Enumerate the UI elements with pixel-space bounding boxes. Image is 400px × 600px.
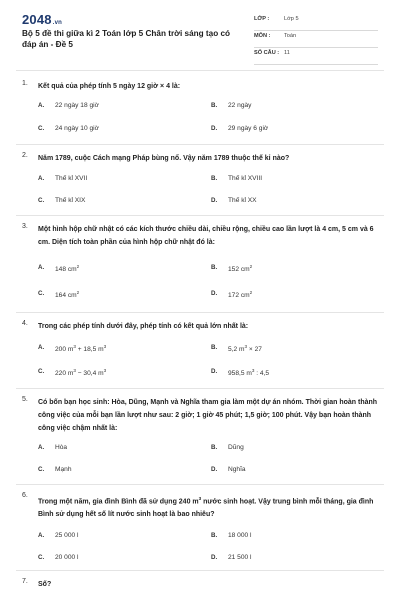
option-letter: D. bbox=[211, 554, 218, 561]
option-letter: B. bbox=[211, 102, 218, 109]
question-5 bbox=[22, 396, 382, 482]
question-4 bbox=[22, 320, 382, 386]
option-letter: B. bbox=[211, 175, 218, 182]
question-2 bbox=[22, 152, 382, 212]
question-text: Trong một năm, gia đình Bình đã sử dụng 240 $m^3$ nước sinh hoạt. Vậy trung bình mỗi tháng, gia đình Bình sử dụng hết số lít nước sinh hoạt là bao nhiêu? bbox=[38, 496, 374, 519]
divider bbox=[16, 70, 384, 71]
option-letter: C. bbox=[38, 290, 45, 297]
meta-row-count bbox=[254, 48, 378, 65]
option-text: Thế kỉ XIX bbox=[55, 197, 86, 204]
question-text: Năm 1789, cuộc Cách mạng Pháp bùng nổ. Vậy năm 1789 thuộc thế kỉ nào? bbox=[38, 155, 290, 162]
option-letter: B. bbox=[211, 444, 218, 451]
header bbox=[0, 0, 400, 60]
question-text: Số? bbox=[38, 581, 52, 588]
option-text: 152 $cm^2$ bbox=[228, 264, 253, 274]
question-text: Một hình hộp chữ nhật có các kích thước chiều dài, chiều rộng, chiều cao lần lượt là 4 cm, 5 cm và 6 cm. Diện tích toàn phần của hình hộp chữ nhật đó là: bbox=[38, 226, 374, 246]
divider bbox=[16, 215, 384, 216]
option-text: Thế kỉ XX bbox=[228, 197, 257, 204]
option-text: 164 $cm^2$ bbox=[55, 290, 80, 300]
option-letter: D. bbox=[211, 368, 218, 375]
question-number: 5. bbox=[22, 396, 28, 403]
divider bbox=[16, 144, 384, 145]
question-number: 6. bbox=[22, 492, 28, 499]
option-letter: A. bbox=[38, 102, 45, 109]
question-7 bbox=[22, 578, 382, 594]
option-text: 148 $cm^2$ bbox=[55, 264, 80, 274]
option-text: Nghĩa bbox=[228, 466, 246, 473]
option-letter: C. bbox=[38, 466, 45, 473]
option-letter: A. bbox=[38, 264, 45, 271]
question-text: Trong các phép tính dưới đây, phép tính có kết quả lớn nhất là: bbox=[38, 323, 249, 330]
meta-key: LỚP : bbox=[254, 16, 270, 22]
meta-key: SỐ CÂU : bbox=[254, 50, 280, 56]
option-text: Mạnh bbox=[55, 466, 72, 473]
logo-suffix: .vn bbox=[52, 20, 63, 26]
option-text: 21 500 l bbox=[228, 554, 252, 561]
option-letter: A. bbox=[38, 344, 45, 351]
option-text: 22 ngày bbox=[228, 102, 252, 109]
question-number: 2. bbox=[22, 152, 28, 159]
option-letter: D. bbox=[211, 466, 218, 473]
divider bbox=[16, 312, 384, 313]
option-letter: D. bbox=[211, 290, 218, 297]
option-letter: C. bbox=[38, 197, 45, 204]
option-text: 24 ngày 10 giờ bbox=[55, 125, 99, 132]
question-number: 1. bbox=[22, 80, 28, 87]
question-number: 4. bbox=[22, 320, 28, 327]
divider bbox=[16, 388, 384, 389]
question-6 bbox=[22, 492, 382, 568]
exam-meta bbox=[254, 14, 378, 65]
option-text: 25 000 l bbox=[55, 532, 79, 539]
question-text: Có bốn bạn học sinh: Hòa, Dũng, Mạnh và Nghĩa tham gia làm một dự án nhóm. Thời gian hoàn thành công việc của mỗi bạn lần lượt như sau: 2 giờ; 1 giờ 45 phút; 1,5 giờ; 100 phút. Vậy bạn hoàn thành công việc chậm nhất là: bbox=[38, 399, 378, 432]
option-letter: B. bbox=[211, 344, 218, 351]
option-letter: A. bbox=[38, 175, 45, 182]
option-letter: C. bbox=[38, 125, 45, 132]
question-number: 3. bbox=[22, 223, 28, 230]
option-text: Dũng bbox=[228, 444, 244, 451]
exam-title: Bộ 5 đề thi giữa kì 2 Toán lớp 5 Chân trời sáng tạo có đáp án - Đề 5 bbox=[22, 29, 231, 49]
option-letter: C. bbox=[38, 368, 45, 375]
option-letter: A. bbox=[38, 444, 45, 451]
meta-key: MÔN : bbox=[254, 33, 271, 39]
option-text: 29 ngày 6 giờ bbox=[228, 125, 269, 132]
option-text: Thế kỉ XVII bbox=[55, 175, 88, 182]
option-text: Thế kỉ XVIII bbox=[228, 175, 263, 182]
meta-value: 11 bbox=[284, 50, 290, 56]
meta-row-subject bbox=[254, 31, 378, 48]
question-3 bbox=[22, 223, 382, 309]
option-text: 220 $m^3 - 30,4$ $m^3$ bbox=[55, 368, 107, 378]
question-1 bbox=[22, 80, 382, 140]
option-letter: A. bbox=[38, 532, 45, 539]
option-text: Hòa bbox=[55, 444, 68, 451]
divider bbox=[16, 484, 384, 485]
meta-value: Lớp 5 bbox=[284, 16, 299, 22]
option-letter: C. bbox=[38, 554, 45, 561]
logo-text: 2048 bbox=[22, 12, 52, 27]
site-logo[interactable] bbox=[22, 12, 62, 27]
question-text: Kết quả của phép tính 5 ngày 12 giờ × 4 là: bbox=[38, 83, 181, 90]
option-text: 200 $m^3 + 18,5$ $m^3$ bbox=[55, 344, 107, 354]
option-letter: D. bbox=[211, 125, 218, 132]
meta-value: Toán bbox=[284, 33, 297, 39]
option-text: 20 000 l bbox=[55, 554, 79, 561]
question-number: 7. bbox=[22, 578, 28, 585]
option-text: 172 $cm^2$ bbox=[228, 290, 253, 300]
option-letter: D. bbox=[211, 197, 218, 204]
option-letter: B. bbox=[211, 532, 218, 539]
option-text: 958,5 $m^3$ : 4,5 bbox=[228, 368, 270, 378]
option-text: 22 ngày 18 giờ bbox=[55, 102, 99, 109]
meta-row-grade bbox=[254, 14, 378, 31]
divider bbox=[16, 570, 384, 571]
option-text: 5,2 $m^3 \times 27$ bbox=[228, 344, 262, 354]
option-text: 18 000 l bbox=[228, 532, 252, 539]
option-letter: B. bbox=[211, 264, 218, 271]
